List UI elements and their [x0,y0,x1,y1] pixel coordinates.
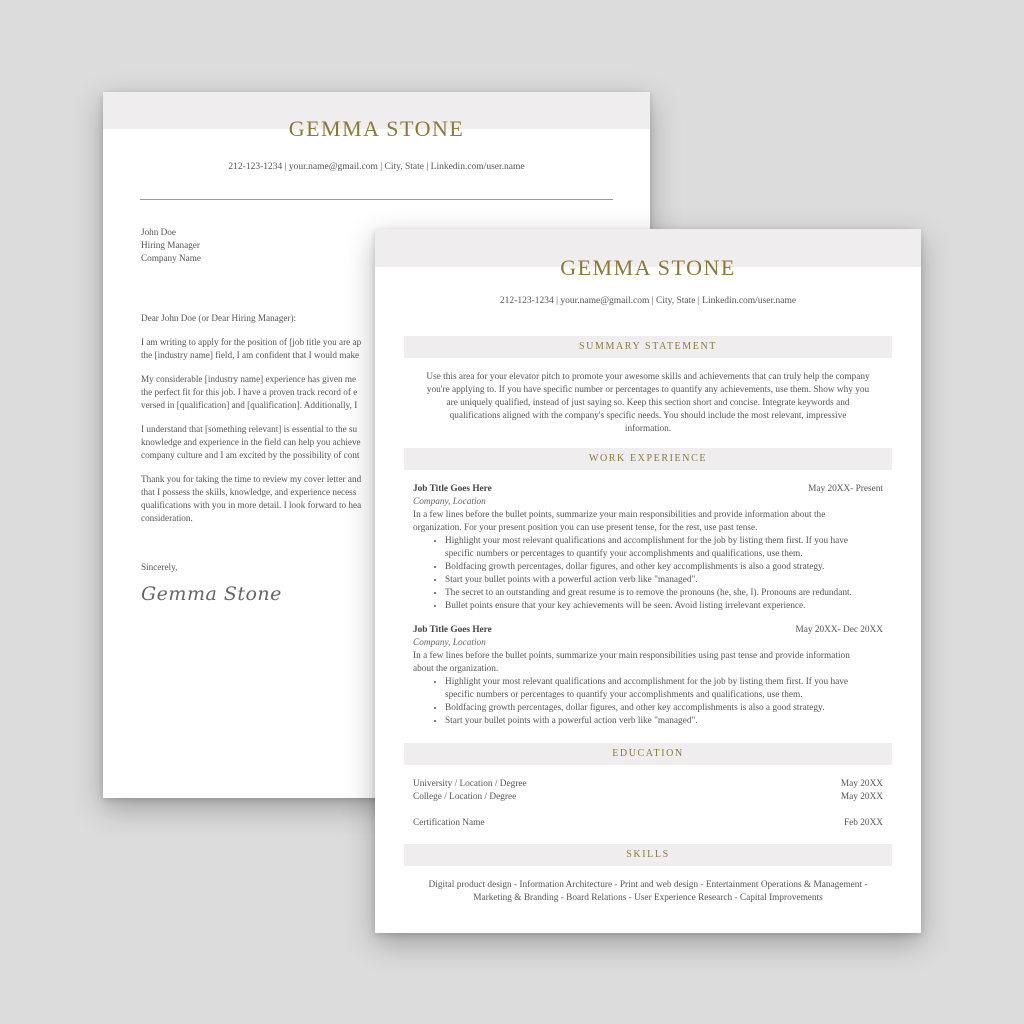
job-entry [413,624,883,728]
certification-row [413,817,883,830]
letter-line: qualifications with you in more detail. I look forward to hea [141,500,362,510]
bullet-item [445,676,883,702]
header-divider [140,199,613,200]
job-bullets [413,535,883,613]
section-heading-skills: SKILLS [404,844,892,866]
job-title: Job Title Goes Here [413,484,492,494]
job-title: Job Title Goes Here [413,625,492,635]
bullet-item [445,600,883,613]
intro-line: organization. For your present position you can use present tense, for the rest, use past tense. [413,523,758,533]
summary-line: you're applying to. If you have specific number or percentages to quantify any achievements, use them. Show why you [426,385,870,395]
summary-text [412,371,884,436]
job-company: Company, Location [413,497,486,507]
bullet-line: Start your bullet points with a powerful action verb like "managed". [445,575,698,585]
bullet-line: specific numbers or percentages to quantify your accomplishments and qualifications, use them. [445,690,803,700]
letter-line: I am writing to apply for the position of [job title you are ap [141,337,362,347]
bullet-item [445,535,883,561]
greeting: Dear John Doe (or Dear Hiring Manager): [141,313,297,323]
skills-text [405,879,891,905]
job-dates: May 20XX- Present [808,484,883,494]
summary-line: qualifications aligned with the company's specific needs. You should include the most relevant, impressive [449,411,847,421]
bullet-line: Highlight your most relevant qualifications and accomplishment for the job by listing them first. If you have [445,536,849,546]
cover-letter-name: GEMMA STONE [288,116,465,141]
education-date: May 20XX [840,779,883,789]
letter-line: Thank you for taking the time to review my cover letter and [141,474,362,484]
job-company: Company, Location [413,638,486,648]
education-list [413,778,883,804]
summary-line: are uniquely qualified, instead of just saying so. Keep this section short and concise. Integrate keywords and [446,398,850,408]
skills-line: Marketing & Branding - Board Relations - User Experience Research - Capital Improvements [473,893,823,903]
job-intro [413,509,883,535]
recipient-line: Company Name [141,253,201,263]
letter-line: consideration. [141,513,193,523]
letter-line: knowledge and experience in the field can help you achieve [141,437,361,447]
letter-line: the perfect fit for this job. I have a proven track record of e [141,387,358,397]
bullet-item [445,702,883,715]
recipient-line: John Doe [141,227,176,237]
summary-line: information. [624,424,672,434]
letter-line: I understand that [something relevant] is essential to the su [141,424,358,434]
intro-line: In a few lines before the bullet points, summarize your main responsibilities and provide information about the [413,510,826,520]
job-entry [413,483,883,613]
section-heading-education: EDUCATION [404,743,892,765]
skills-line: Digital product design - Information Architecture - Print and web design - Entertainment Operations & Management - [428,880,868,890]
resume-name: GEMMA STONE [560,255,736,280]
letter-line: the [industry name] field, I am confident that I would make [141,350,360,360]
education-label: University / Location / Degree [413,779,527,789]
section-heading-summary: SUMMARY STATEMENT [404,336,892,358]
education-row [413,791,883,804]
bullet-line: Boldfacing growth percentages, dollar figures, and other key accomplishments is also a good strategy. [445,562,825,572]
job-intro [413,650,883,676]
letter-line: that I possess the skills, knowledge, and experience necess [141,487,357,497]
education-date: May 20XX [840,792,883,802]
bullet-line: specific numbers or percentages to quantify your accomplishments and qualifications, use them. [445,549,803,559]
resume-contact: 212-123-1234 | your.name@gmail.com | City, State | Linkedin.com/user.name [499,296,797,306]
bullet-item [445,587,883,600]
cover-letter-contact: 212-123-1234 | your.name@gmail.com | City, State | Linkedin.com/user.name [228,162,525,172]
letter-line: My considerable [industry name] experience has given me [141,374,357,384]
bullet-line: Boldfacing growth percentages, dollar figures, and other key accomplishments is also a good strategy. [445,703,825,713]
intro-line: about the organization. [413,664,499,674]
bullet-line: Start your bullet points with a powerful action verb like "managed". [445,716,698,726]
bullet-item [445,574,883,587]
job-dates: May 20XX- Dec 20XX [795,625,883,635]
bullet-item [445,715,883,728]
intro-line: In a few lines before the bullet points, summarize your main responsibilities using past tense and provide information [413,651,850,661]
signature: Gemma Stone [141,583,282,605]
bullet-line: Bullet points ensure that your key achievements will be seen. Avoid listing irrelevant experience. [445,601,806,611]
letter-line: versed in [qualification] and [qualification]. Additionally, I [141,400,358,410]
certification-date: Feb 20XX [844,818,883,828]
bullet-line: Highlight your most relevant qualifications and accomplishment for the job by listing them first. If you have [445,677,849,687]
bullet-line: The secret to an outstanding and great resume is to remove the pronouns (he, she, I). Pronouns are redundant. [445,588,852,598]
summary-line: Use this area for your elevator pitch to promote your awesome skills and achievements that can truly help the company [426,372,870,382]
signoff: Sincerely, [141,562,178,572]
letter-line: company culture and I am excited by the possibility of cont [141,450,360,460]
education-label: College / Location / Degree [413,792,517,802]
job-bullets [413,676,883,728]
resume-page [375,229,921,933]
certification-label: Certification Name [413,818,485,828]
bullet-item [445,561,883,574]
recipient-line: Hiring Manager [141,240,200,250]
education-row [413,778,883,791]
section-heading-work: WORK EXPERIENCE [404,448,892,470]
